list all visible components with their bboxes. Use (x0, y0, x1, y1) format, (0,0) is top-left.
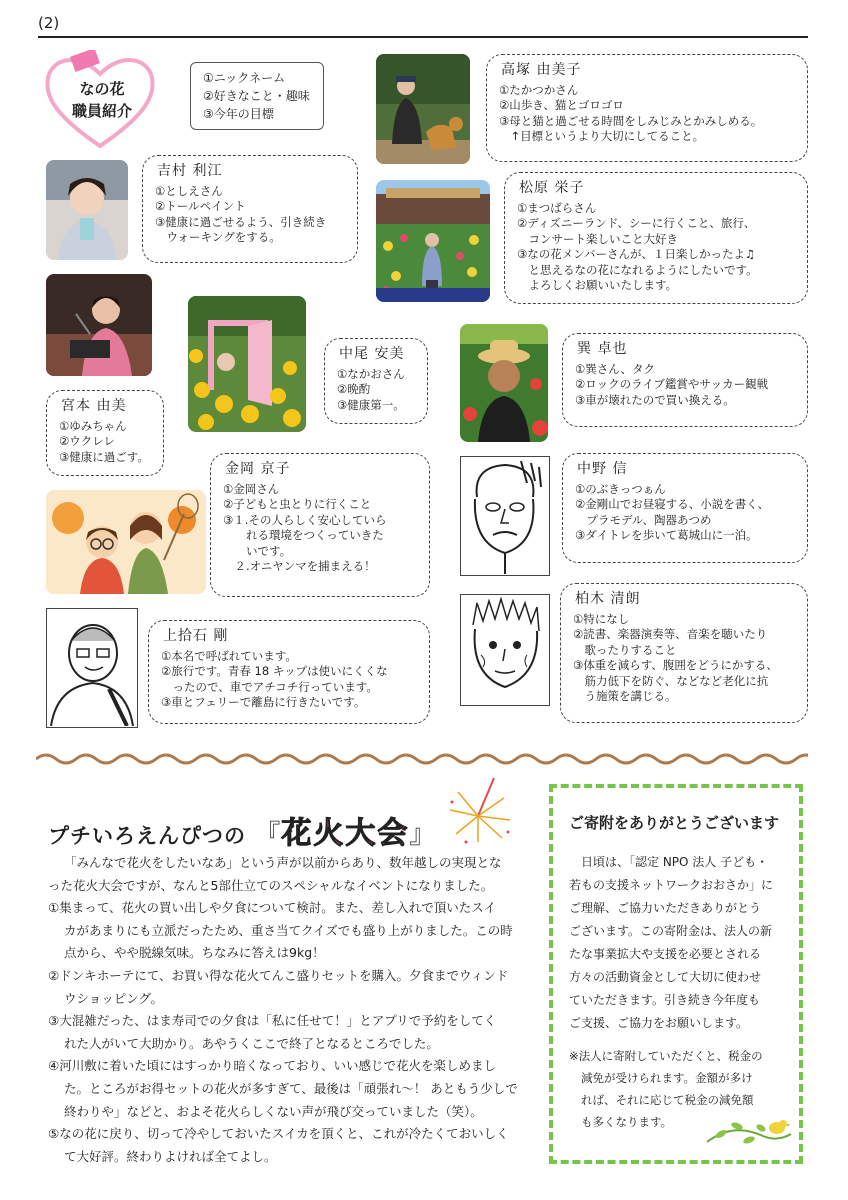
staff-name: 上拾石 剛 (163, 628, 229, 644)
wave-divider (36, 751, 808, 767)
staff-line: ↑目標というより大切にしてること。 (499, 129, 705, 143)
event-item-line: ウショッピング。 (64, 990, 164, 1006)
staff-line: ②読書、楽器演奏等、音楽を聴いたり (573, 627, 768, 641)
staff-line: ③なの花メンバーさんが、１日楽しかったよ♫ (517, 247, 756, 261)
staff-line: 歌ったりすること (573, 642, 677, 657)
staff-name: 柏木 清朗 (575, 591, 641, 607)
staff-illustration-kashiwagi (460, 594, 550, 706)
staff-line: プラモデル、陶器あつめ (575, 512, 712, 527)
staff-illustration-kaneoka (46, 490, 206, 594)
staff-name: 宮本 由美 (61, 398, 127, 414)
staff-line: ①本名で呼ばれています。 (161, 648, 297, 663)
staff-bubble (148, 620, 430, 724)
staff-line: ③母と猫と過ごせる時間をしみじみとかみしめる。 (499, 113, 763, 128)
legend-box (190, 62, 324, 130)
staff-line: ①ゆみちゃん (59, 418, 127, 433)
staff-bubble (560, 583, 808, 723)
staff-name: 金岡 京子 (225, 461, 291, 477)
title-bracket-open: 『 (254, 820, 282, 850)
donation-line: たな事業拡大や支援を必要とされる (569, 947, 762, 961)
staff-line: ったので、車でアチコチ行っています。 (161, 679, 378, 694)
donation-body (569, 851, 787, 1035)
staff-name: 吉村 利江 (157, 163, 223, 179)
event-title-prefix: プチいろえんぴつの (48, 824, 246, 848)
staff-line: ①なかおさん (337, 366, 405, 381)
event-item-line: ③大混雑だった、はま寿司での夕食は「私に任せて！」とアプリで予約をしてく (48, 1013, 497, 1029)
staff-line: ①たかつかさん (499, 82, 579, 97)
staff-line: ①特になし (573, 611, 630, 626)
staff-line: ②旅行です。青春 18 キップは使いにくくな (161, 664, 388, 678)
event-item-line: 終わりや」などと、およそ花火らしくない声が飛び交っていました（笑）。 (64, 1103, 483, 1119)
donation-line: 日頃は、「認定 NPO 法人 子ども・ (581, 855, 769, 869)
staff-line: ②ディズニーランド、シーに行くこと、旅行、 (517, 216, 756, 230)
staff-line: ②ロックのライブ鑑賞やサッカー観戦 (575, 377, 769, 391)
staff-name: 中尾 安美 (339, 346, 405, 362)
donation-line: 若もの支援ネットワークおおさか」に (569, 878, 774, 892)
event-item-line: て大好評。終わりよければ全てよし。 (64, 1148, 277, 1164)
staff-line: ②山歩き、猫とゴロゴロ (499, 98, 624, 112)
staff-line: ③体重を減らす、腹囲をどうにかする、 (573, 658, 778, 672)
staff-line: ③健康第一。 (337, 397, 405, 412)
staff-line: ③ダイトレを歩いて葛城山に一泊。 (575, 528, 758, 542)
event-item-line: 点から、やや脱線気味。ちなみに答えは9kg！ (64, 945, 325, 961)
donation-line: ていただきます。引き続き今年度も (569, 993, 761, 1007)
corner-title-line: なの花 (79, 80, 125, 98)
staff-line: コンサート楽しいこと大好き (517, 231, 678, 246)
event-title-main: 花火大会 (281, 816, 410, 851)
staff-line: ③１.その人らしく安心していら (223, 512, 387, 527)
staff-line: ②子どもと虫とりに行くこと (223, 497, 372, 511)
staff-line: いです。 (223, 543, 292, 558)
staff-line: ③健康に過ごせるよう、引き続き (155, 214, 327, 229)
staff-line: ③健康に過ごす。 (59, 449, 149, 464)
staff-line: ②トールペイント (155, 199, 246, 213)
staff-bubble (210, 453, 430, 597)
event-body (48, 852, 530, 1168)
staff-line: れる環境をつくっていきた (223, 528, 384, 542)
sparkler-icon (442, 772, 516, 846)
staff-name: 中野 信 (577, 461, 628, 477)
legend-item: ③今年の目標 (203, 107, 274, 121)
staff-line: う施策を講じる。 (573, 689, 677, 703)
staff-bubble (46, 390, 164, 476)
legend-item: ②好きなこと・趣味 (203, 89, 310, 103)
staff-line: ウォーキングをする。 (155, 230, 281, 244)
staff-illustration-nakano (460, 456, 550, 576)
staff-photo-matsubara (376, 180, 490, 302)
vine-bird-icon (703, 1112, 795, 1152)
staff-line: ②ウクレレ (59, 434, 116, 448)
staff-line: ①巽さん、タク (575, 361, 655, 376)
donation-note-line: れば、それに応じて税金の減免額 (581, 1093, 754, 1107)
staff-line: ①金岡さん (223, 481, 280, 496)
staff-bubble (324, 338, 428, 424)
staff-bubble (562, 453, 808, 563)
staff-illustration-kamijuishi (46, 608, 138, 728)
staff-photo-yoshimura (46, 160, 128, 260)
staff-bubble (562, 333, 808, 427)
staff-bubble (486, 54, 808, 162)
staff-name: 高塚 由美子 (501, 62, 582, 78)
staff-bubble (504, 172, 808, 304)
header-rule (38, 36, 808, 38)
event-intro-line: った花火大会ですが、なんと5部仕立てのスペシャルなイベントになりました。 (48, 877, 494, 893)
event-item-line: ⑤なの花に戻り、切って冷やしておいたスイカを頂くと、これが冷たくておいしく (48, 1126, 509, 1142)
staff-line: ①のぶきっつぁん (575, 481, 666, 496)
event-title (48, 808, 436, 852)
donation-note-line: も多くなります。 (581, 1115, 673, 1129)
staff-photo-nakao (188, 296, 306, 432)
staff-line: ②金剛山でお昼寝する、小説を書く、 (575, 497, 770, 511)
title-bracket-close: 』 (409, 820, 437, 850)
event-intro-line: 「みんなで花火をしたいなあ」という声が以前からあり、数年越しの実現とな (64, 855, 502, 870)
staff-photo-miyamoto (46, 274, 152, 376)
staff-name: 巽 卓也 (577, 341, 628, 357)
legend-item: ①ニックネーム (203, 71, 286, 85)
corner-title-line: 職員紹介 (71, 102, 132, 120)
donation-box (549, 784, 803, 1164)
staff-line: よろしくお願いいたします。 (517, 278, 678, 292)
donation-line: 方々の活動資金として大切に使わせ (569, 970, 762, 984)
staff-line: 筋力低下を防ぐ、などなど老化に抗 (573, 673, 769, 688)
event-item-line: カがあまりにも立派だったため、重さ当てクイズでも盛り上がりました。この時 (64, 922, 513, 938)
staff-name: 松原 栄子 (519, 180, 585, 196)
staff-line: ２.オニヤンマを捕まえる！ (223, 559, 376, 573)
donation-note-line: 減免が受けられます。金額が多け (581, 1071, 753, 1085)
staff-photo-takatsuka (376, 54, 470, 164)
staff-bubble (142, 155, 358, 263)
event-item-line: た。ところがお得セットの花火が多すぎて、最後は「頑張れ～！ あともう少しで (64, 1080, 518, 1096)
event-item-line: ①集まって、花火の買い出しや夕食について検討。また、差し入れで頂いたスイ (48, 900, 496, 916)
donation-note-line: ※法人に寄附していただくと、税金の (569, 1049, 763, 1063)
staff-line: と思えるなの花になれるようにしたいです。 (517, 262, 758, 277)
event-item-line: ④河川敷に着いた頃にはすっかり暗くなっており、いい感じで花火を楽しめまし (48, 1058, 496, 1074)
corner-title (62, 78, 142, 122)
staff-line: ①まつばらさん (517, 200, 597, 215)
donation-line: ご支援、ご協力をお願いします。 (569, 1016, 749, 1030)
staff-line: ①としえさん (155, 183, 223, 198)
event-item-line: れた人がいて大助かり。あやうくここで終了となるところでした。 (64, 1035, 439, 1051)
staff-photo-tatsumi (460, 324, 548, 442)
donation-title: ご寄附をありがとうございます (569, 814, 780, 832)
staff-line: ③車とフェリーで離島に行きたいです。 (161, 695, 366, 709)
page-number: (2) (38, 14, 60, 32)
event-item-line: ②ドンキホーテにて、お買い得な花火てんこ盛りセットを購入。夕食までウィンド (48, 967, 509, 983)
staff-line: ③車が壊れたので買い換える。 (575, 392, 735, 407)
staff-line: ②晩酌 (337, 382, 371, 396)
donation-line: ご理解、ご協力いただきありがとう (569, 901, 762, 915)
donation-line: ございます。この寄附金は、法人の新 (569, 924, 773, 938)
